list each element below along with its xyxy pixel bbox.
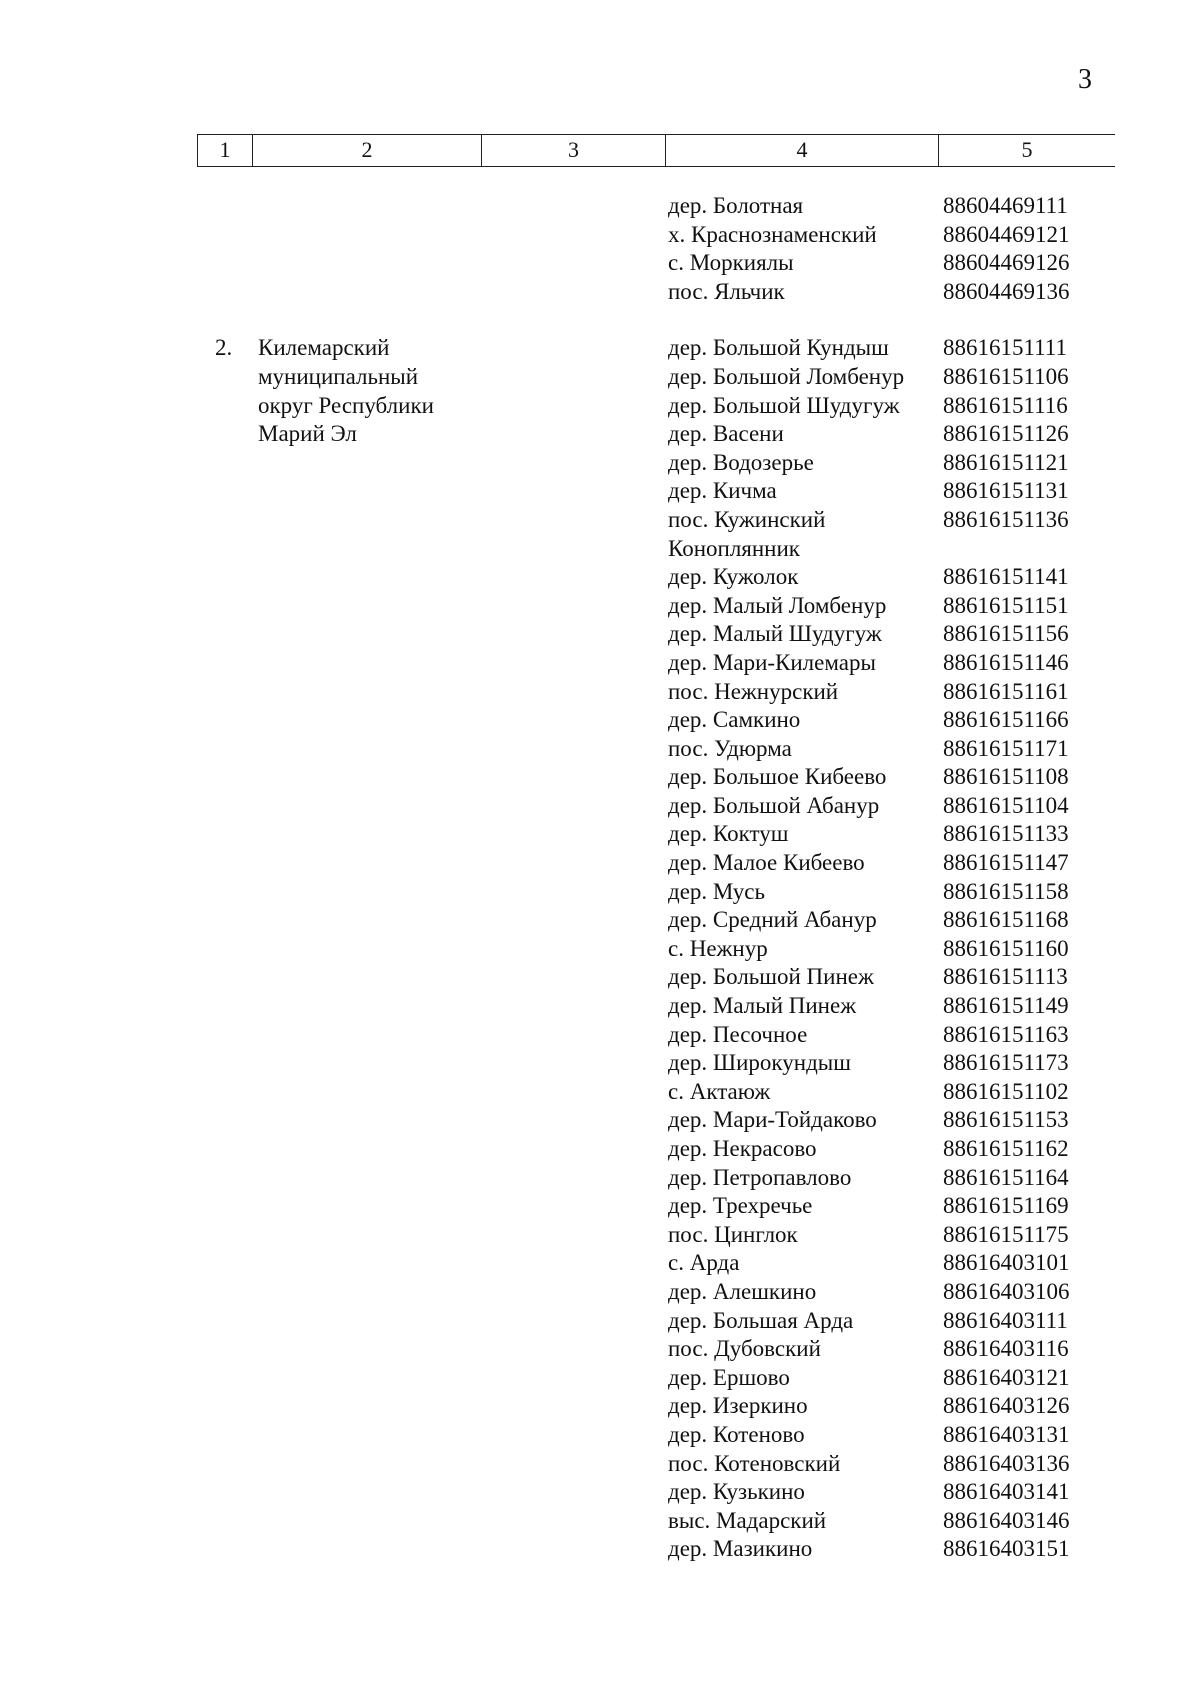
settlement-name: дер. Песочное [668,1021,808,1047]
table-row [0,1135,1200,1164]
settlement-code: 88616403151 [943,1536,1070,1562]
settlement-name: дер. Водозерье [668,449,814,475]
settlement-name: дер. Ершово [668,1364,790,1390]
table-row [0,763,1200,792]
column-header-4: 4 [665,135,938,166]
settlement-name: пос. Кужинский [668,506,826,532]
table-row [0,1421,1200,1450]
table-row [0,1021,1200,1050]
settlement-code: 88616151166 [943,707,1069,733]
settlement-code: 88616151104 [943,792,1069,818]
table-row [0,363,1200,392]
settlement-code: 88616151169 [943,1193,1069,1219]
table-row [0,1106,1200,1135]
settlement-code: 88616151126 [943,421,1069,447]
settlement-code: 88616151116 [943,392,1068,418]
table-row [0,820,1200,849]
settlement-name: с. Нежнур [668,935,768,961]
settlement-code: 88616403131 [943,1421,1070,1447]
settlement-code: 88616151146 [943,649,1069,675]
settlement-name: дер. Самкино [668,707,801,733]
settlement-code: 88616151162 [943,1136,1069,1161]
settlement-code: 88616151156 [943,621,1069,647]
settlement-code: 88616151108 [943,764,1069,790]
settlement-code: 88616151158 [943,878,1069,904]
settlement-code: 88616151168 [943,907,1069,933]
table-row [0,563,1200,592]
settlement-name: дер. Мари-Килемары [668,649,876,675]
page-number: 3 [1078,64,1092,95]
settlement-code: 88616403141 [943,1479,1070,1505]
settlement-name: дер. Кужолок [668,564,799,590]
settlement-code: 88616403116 [943,1336,1069,1362]
settlement-name: пос. Котеновский [668,1450,841,1476]
settlement-name: дер. Малый Ломбенур [668,592,887,618]
table-row [0,477,1200,506]
table-row [0,1507,1200,1536]
settlement-name: дер. Алешкино [668,1278,817,1304]
table-row [0,935,1200,964]
settlement-code: 88616151133 [943,821,1069,847]
settlement-code: 88616403101 [943,1250,1070,1276]
settlement-code: 88616151161 [943,678,1069,704]
table-row [0,221,1200,250]
table-header [197,134,1115,167]
continued-settlement-list [0,192,1200,306]
table-row [0,1249,1200,1278]
table-row [0,1221,1200,1250]
table-row [0,1392,1200,1421]
settlement-name: дер. Кичма [668,478,777,504]
column-header-1: 1 [197,135,252,166]
settlement-name: дер. Мари-Тойдаково [668,1107,877,1133]
table-row [0,1164,1200,1193]
settlement-name: дер. Мусь [668,878,765,904]
table-row [0,792,1200,821]
settlement-name: пос. Дубовский [668,1336,821,1362]
table-row [0,592,1200,621]
settlement-code: 88616151113 [943,964,1068,990]
settlement-code: 88616403126 [943,1393,1070,1419]
settlement-code: 88616403111 [943,1307,1068,1333]
settlement-name: дер. Коктуш [668,821,789,847]
table-row [0,706,1200,735]
table-row [0,1049,1200,1078]
settlement-name: дер. Большое Кибеево [668,764,887,790]
district-section [0,334,1200,1564]
settlement-name: дер. Некрасово [668,1136,817,1161]
settlement-code: 88604469121 [943,221,1070,247]
settlement-name: пос. Нежнурский [668,678,839,704]
settlement-name: дер. Петропавлово [668,1164,852,1190]
settlement-code: 88616151106 [943,363,1069,389]
table-row [0,678,1200,707]
settlement-name: с. Арда [668,1250,740,1276]
table-row [0,878,1200,907]
settlement-code: 88616151141 [943,564,1069,590]
table-row [0,449,1200,478]
table-row [0,334,1200,363]
column-header-2: 2 [252,135,481,166]
table-row [0,506,1200,535]
table-row [0,1535,1200,1564]
settlement-name: дер. Большой Абанур [668,792,880,818]
district-settlement-list [0,334,1200,1564]
settlement-code: 88616151136 [943,506,1069,532]
settlement-name: с. Моркиялы [668,250,794,276]
table-row [0,1278,1200,1307]
settlement-name: дер. Изеркино [668,1393,808,1419]
settlement-name: дер. Широкундыш [668,1050,851,1076]
section-gap [0,306,1200,334]
settlement-name: дер. Котеново [668,1421,805,1447]
table-row [0,1364,1200,1393]
district-number: 2. [215,335,233,361]
settlement-code: 88616403121 [943,1364,1070,1390]
table-body [0,192,1200,1564]
settlement-name: выс. Мадарский [668,1507,827,1533]
settlement-name: дер. Большой Пинеж [668,964,874,990]
settlement-code: 88616151153 [943,1107,1069,1133]
settlement-code: 88616151163 [943,1021,1069,1047]
settlement-name: дер. Малый Пинеж [668,993,857,1019]
settlement-code: 88616151121 [943,449,1069,475]
settlement-code: 88616403146 [943,1507,1070,1533]
settlement-code: 88616151171 [943,735,1069,761]
table-row [0,649,1200,678]
settlement-code: 88616151111 [943,335,1067,361]
settlement-code: 88604469126 [943,250,1070,276]
settlement-name: дер. Васени [668,421,784,447]
table-row [0,278,1200,307]
settlement-name: дер. Кузькино [668,1479,805,1505]
table-row [0,1450,1200,1479]
settlement-code: 88604469111 [943,193,1068,218]
column-header-5: 5 [938,135,1115,166]
settlement-name: дер. Средний Абанур [668,907,877,933]
settlement-code: 88616151173 [943,1050,1069,1076]
table-row [0,906,1200,935]
table-row [0,735,1200,764]
settlement-name: дер. Мазикино [668,1536,813,1562]
district-name: Килемарский муниципальный округ Республики Марий Эл [258,335,434,447]
settlement-code: 88616151102 [943,1078,1069,1104]
settlement-name: дер. Болотная [668,193,804,218]
settlement-code: 88604469136 [943,278,1070,304]
table-row [0,849,1200,878]
table-row [0,1307,1200,1336]
settlement-code: 88616151151 [943,592,1069,618]
table-row [0,420,1200,449]
table-row [0,392,1200,421]
table-row [0,992,1200,1021]
settlement-name: пос. Удюрма [668,735,792,761]
table-row [0,1192,1200,1221]
column-header-3: 3 [481,135,665,166]
table-row [0,963,1200,992]
settlement-name: дер. Большой Кундыш [668,335,889,361]
table-row [0,192,1200,221]
table-row [0,1478,1200,1507]
settlement-name: х. Краснознаменский [668,221,877,247]
table-row [0,535,1200,564]
settlement-code: 88616151131 [943,478,1069,504]
settlement-name: Коноплянник [668,535,800,561]
table-row [0,1078,1200,1107]
settlement-code: 88616151149 [943,993,1069,1019]
settlement-code: 88616403106 [943,1278,1070,1304]
settlement-name: дер. Большая Арда [668,1307,854,1333]
settlement-name: дер. Малый Шудугуж [668,621,882,647]
settlement-code: 88616151175 [943,1221,1069,1247]
settlement-code: 88616151147 [943,850,1069,876]
table-row [0,1335,1200,1364]
settlement-name: дер. Трехречье [668,1193,813,1219]
settlement-name: пос. Яльчик [668,278,785,304]
settlement-name: дер. Малое Кибеево [668,850,865,876]
settlement-name: дер. Большой Ломбенур [668,363,905,389]
table-row [0,620,1200,649]
settlement-code: 88616151164 [943,1164,1069,1190]
settlement-name: с. Актаюж [668,1078,771,1104]
settlement-name: пос. Цинглок [668,1221,798,1247]
settlement-code: 88616403136 [943,1450,1070,1476]
settlement-name: дер. Большой Шудугуж [668,392,900,418]
settlement-code: 88616151160 [943,935,1069,961]
table-row [0,249,1200,278]
